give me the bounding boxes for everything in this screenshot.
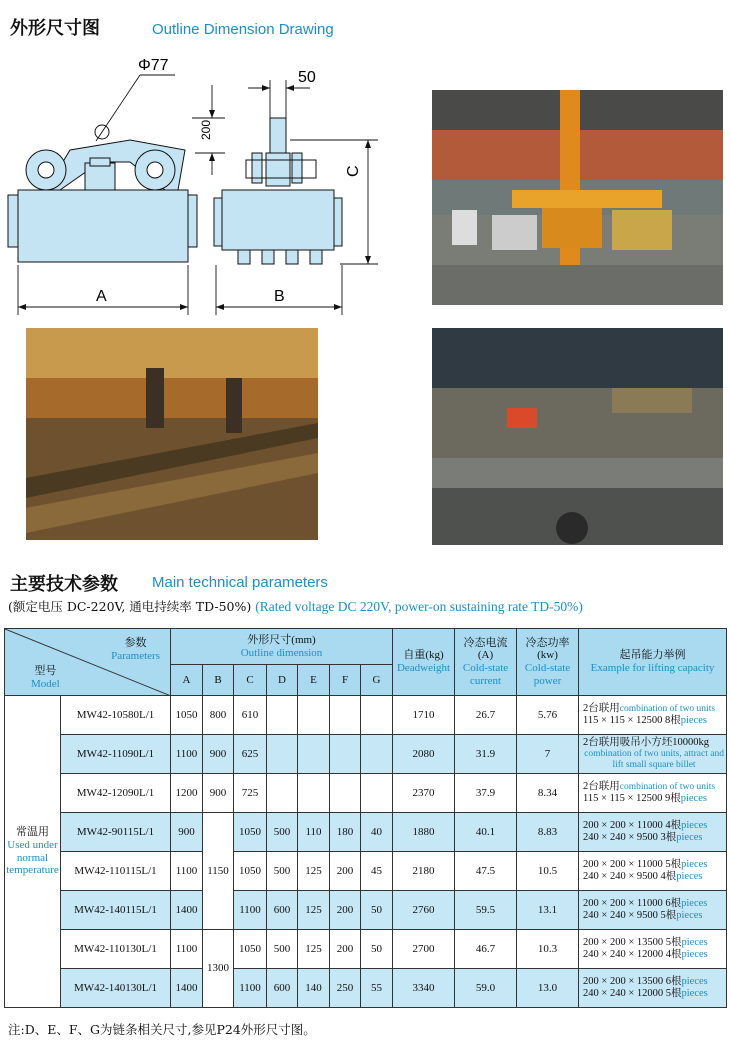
dim-f-cell [330, 735, 361, 774]
dim-f-cell: 200 [330, 930, 361, 969]
header-power-en: Cold-state power [524, 662, 571, 687]
photo-lifting-magnet-plates [432, 90, 723, 305]
capacity-cell [579, 735, 727, 774]
header-dim-e: E [298, 665, 330, 696]
weight-cell: 2370 [393, 774, 455, 813]
dim-e-cell: 110 [298, 813, 330, 852]
header-current-unit: (A) [477, 649, 494, 662]
group-cell [5, 696, 61, 1008]
params-title-cn: 主要技术参数 [10, 574, 118, 595]
capacity-line1-en: pieces [681, 858, 708, 870]
dim-b-cell: 1300 [203, 930, 234, 1008]
table-row [5, 813, 727, 852]
dim-a-cell: 1200 [171, 774, 203, 813]
header-dim-a: A [171, 665, 203, 696]
weight-cell: 2180 [393, 852, 455, 891]
dim-f-cell: 180 [330, 813, 361, 852]
header-dim-g: G [361, 665, 393, 696]
header-params-model [5, 629, 171, 696]
dim-c-cell: 610 [234, 696, 267, 735]
power-cell: 7 [517, 735, 579, 774]
power-cell: 8.83 [517, 813, 579, 852]
weight-cell: 2760 [393, 891, 455, 930]
capacity-line1: 200 × 200 × 11000 4根 [583, 819, 682, 831]
spec-table [4, 628, 727, 1008]
dim-c-cell: 1050 [234, 813, 267, 852]
capacity-line2: 240 × 240 × 9500 5根 [583, 910, 677, 921]
table-row [5, 930, 727, 969]
dim-a-cell: 1100 [171, 852, 203, 891]
capacity-cell [579, 969, 727, 1008]
weight-cell: 1710 [393, 696, 455, 735]
dim-a-cell: 1400 [171, 891, 203, 930]
group-en: Used under normal temperature [6, 838, 59, 877]
dim-f-cell: 250 [330, 969, 361, 1008]
photo-rail-handling [26, 328, 318, 540]
voltage-note-cn: (额定电压 DC-220V, 通电持续率 TD-50%) [8, 599, 252, 614]
capacity-cell [579, 930, 727, 969]
dim-f-cell: 200 [330, 852, 361, 891]
dim-g-cell [361, 696, 393, 735]
dim-d-cell [267, 774, 298, 813]
dim-d-cell [267, 735, 298, 774]
capacity-line2: 115 × 115 × 12500 9根 [583, 793, 681, 804]
dim-d-cell: 500 [267, 852, 298, 891]
power-cell: 10.5 [517, 852, 579, 891]
header-model-cn: 型号 [34, 665, 57, 677]
voltage-note [8, 597, 583, 615]
weight-cell: 2080 [393, 735, 455, 774]
dim-g-cell: 50 [361, 891, 393, 930]
table-row [5, 735, 727, 774]
header-current-en: Cold-state current [462, 662, 509, 687]
header-outline-en: Outline dimension [240, 646, 323, 659]
current-cell: 59.0 [455, 969, 517, 1008]
photo-steel-billets [432, 328, 723, 545]
model-cell: MW42-12090L/1 [61, 774, 171, 813]
dim-e-cell: 125 [298, 930, 330, 969]
dim-e-cell: 125 [298, 891, 330, 930]
dim-g-cell [361, 774, 393, 813]
capacity-cell [579, 891, 727, 930]
capacity-line2-en: pieces [680, 715, 707, 726]
header-weight-cn: 自重(kg) [403, 649, 444, 662]
dim-b: B [274, 288, 285, 305]
capacity-line1: 2台联用 [583, 780, 620, 792]
power-cell: 8.34 [517, 774, 579, 813]
dim-a-cell: 1100 [171, 735, 203, 774]
capacity-line1: 200 × 200 × 13500 5根 [583, 936, 682, 948]
model-cell: MW42-10580L/1 [61, 696, 171, 735]
dim-b-cell: 900 [203, 735, 234, 774]
capacity-line1: 200 × 200 × 11000 6根 [583, 897, 682, 909]
header-outline-cn: 外形尺寸(mm) [247, 633, 316, 646]
dim-200: 200 [199, 119, 213, 140]
header-current [455, 629, 517, 696]
weight-cell: 1880 [393, 813, 455, 852]
dim-a: A [96, 288, 107, 305]
dim-f-cell [330, 774, 361, 813]
page-title-en: Outline Dimension Drawing [152, 21, 334, 38]
dim-e-cell [298, 696, 330, 735]
dim-f-cell: 200 [330, 891, 361, 930]
header-weight-en: Deadweight [396, 662, 451, 674]
capacity-line2: 240 × 240 × 9500 3根 [583, 832, 677, 843]
footnote: 注:D、E、F、G为链条相关尺寸,参见P24外形尺寸图。 [8, 1022, 316, 1037]
model-cell: MW42-11090L/1 [61, 735, 171, 774]
header-model-en: Model [31, 677, 60, 690]
dim-g-cell: 50 [361, 930, 393, 969]
power-cell: 13.1 [517, 891, 579, 930]
dim-d-cell: 500 [267, 813, 298, 852]
current-cell: 47.5 [455, 852, 517, 891]
header-weight [393, 629, 455, 696]
capacity-line1: 200 × 200 × 13500 6根 [583, 975, 682, 987]
table-row [5, 774, 727, 813]
dim-diameter: Φ77 [138, 57, 169, 74]
dim-c: C [345, 165, 362, 177]
page-title-cn: 外形尺寸图 [10, 18, 100, 39]
capacity-cell [579, 696, 727, 735]
dim-a-cell: 1100 [171, 930, 203, 969]
capacity-line2-en: pieces [681, 949, 708, 960]
dim-f-cell [330, 696, 361, 735]
capacity-line1: 2台联用吸吊小方坯10000kg [583, 737, 710, 749]
header-power-unit: (kw) [537, 649, 558, 662]
dim-g-cell [361, 735, 393, 774]
table-row [5, 891, 727, 930]
header-power-cn: 冷态功率 [525, 636, 570, 649]
capacity-line1-en: combination of two units [619, 781, 716, 792]
header-dim-c: C [234, 665, 267, 696]
dim-a-cell: 1400 [171, 969, 203, 1008]
dim-c-cell: 725 [234, 774, 267, 813]
header-params-en: Parameters [111, 649, 160, 662]
capacity-line2: 240 × 240 × 12000 5根 [583, 988, 682, 999]
header-dim-d: D [267, 665, 298, 696]
dim-b-cell: 1150 [203, 813, 234, 930]
group-cn: 常温用 [16, 826, 49, 839]
current-cell: 46.7 [455, 930, 517, 969]
capacity-line2-en: pieces [676, 832, 703, 843]
current-cell: 31.9 [455, 735, 517, 774]
dim-c-cell: 625 [234, 735, 267, 774]
capacity-cell [579, 774, 727, 813]
dim-e-cell: 140 [298, 969, 330, 1008]
model-cell: MW42-110130L/1 [61, 930, 171, 969]
capacity-line1-en: pieces [681, 936, 708, 948]
capacity-line2-en: pieces [680, 793, 707, 804]
power-cell: 5.76 [517, 696, 579, 735]
capacity-line1: 200 × 200 × 11000 5根 [583, 858, 682, 870]
dim-d-cell: 500 [267, 930, 298, 969]
dim-g-cell: 40 [361, 813, 393, 852]
table-row [5, 696, 727, 735]
dim-e-cell [298, 774, 330, 813]
model-cell: MW42-110115L/1 [61, 852, 171, 891]
header-capacity-cn: 起吊能力举例 [619, 649, 686, 662]
capacity-line1-en: pieces [681, 897, 708, 909]
capacity-line2-en: pieces [676, 871, 703, 882]
header-current-cn: 冷态电流 [463, 636, 508, 649]
capacity-line1-en: combination of two units [619, 703, 716, 714]
dim-e-cell [298, 735, 330, 774]
header-params-cn: 参数 [124, 637, 147, 649]
outline-drawing [0, 50, 420, 330]
current-cell: 26.7 [455, 696, 517, 735]
dim-g-cell: 55 [361, 969, 393, 1008]
capacity-line2: 240 × 240 × 12000 4根 [583, 949, 682, 960]
dim-50: 50 [298, 69, 316, 86]
dim-c-cell: 1100 [234, 969, 267, 1008]
header-capacity-en: Example for lifting capacity [590, 662, 715, 674]
capacity-line1-en: pieces [681, 819, 708, 831]
capacity-line2-en: combination of two units, attract and lift small square billet [584, 749, 724, 771]
capacity-line1: 2台联用 [583, 702, 620, 714]
model-cell: MW42-140130L/1 [61, 969, 171, 1008]
header-outline [171, 629, 393, 665]
capacity-line1-en: pieces [681, 975, 708, 987]
capacity-line2: 115 × 115 × 12500 8根 [583, 715, 681, 726]
header-dim-b: B [203, 665, 234, 696]
dim-g-cell: 45 [361, 852, 393, 891]
model-cell: MW42-140115L/1 [61, 891, 171, 930]
current-cell: 40.1 [455, 813, 517, 852]
dim-d-cell: 600 [267, 891, 298, 930]
dim-d-cell: 600 [267, 969, 298, 1008]
dim-d-cell [267, 696, 298, 735]
capacity-cell [579, 852, 727, 891]
capacity-line2-en: pieces [676, 910, 703, 921]
header-capacity [579, 629, 727, 696]
table-row [5, 969, 727, 1008]
params-title-en: Main technical parameters [152, 574, 328, 591]
capacity-line2-en: pieces [681, 988, 708, 999]
header-dim-f: F [330, 665, 361, 696]
voltage-note-en: (Rated voltage DC 220V, power-on sustaining rate TD-50%) [255, 599, 583, 614]
dim-e-cell: 125 [298, 852, 330, 891]
power-cell: 10.3 [517, 930, 579, 969]
dim-b-cell: 800 [203, 696, 234, 735]
dim-c-cell: 1050 [234, 930, 267, 969]
capacity-cell [579, 813, 727, 852]
dim-a-cell: 1050 [171, 696, 203, 735]
dim-c-cell: 1050 [234, 852, 267, 891]
model-cell: MW42-90115L/1 [61, 813, 171, 852]
header-power [517, 629, 579, 696]
weight-cell: 2700 [393, 930, 455, 969]
current-cell: 59.5 [455, 891, 517, 930]
dim-b-cell: 900 [203, 774, 234, 813]
dim-a-cell: 900 [171, 813, 203, 852]
dim-c-cell: 1100 [234, 891, 267, 930]
capacity-line2: 240 × 240 × 9500 4根 [583, 871, 677, 882]
table-row [5, 852, 727, 891]
power-cell: 13.0 [517, 969, 579, 1008]
weight-cell: 3340 [393, 969, 455, 1008]
current-cell: 37.9 [455, 774, 517, 813]
